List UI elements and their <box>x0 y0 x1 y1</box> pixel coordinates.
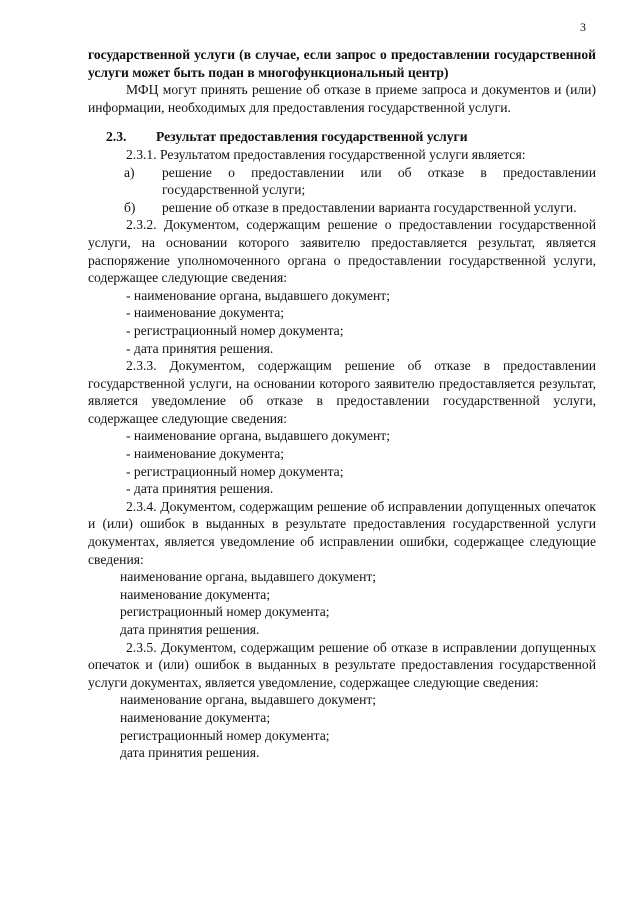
list-item: регистрационный номер документа; <box>120 604 330 620</box>
list-item-label: а) <box>124 164 135 180</box>
list-item: дата принятия решения. <box>120 745 260 761</box>
list-item: наименование документа; <box>120 586 271 602</box>
list-item: - наименование органа, выдавшего документ; <box>126 287 391 303</box>
list-item-text: решение о предоставлении или об отказе в предоставлении государственной услуги; <box>162 164 596 198</box>
list-item: - дата принятия решения. <box>126 481 274 497</box>
list-item: - регистрационный номер документа; <box>126 463 344 479</box>
section-heading <box>88 128 596 146</box>
paragraph-2-3-1: 2.3.1. Результатом предоставления государственной услуги является: <box>126 146 526 162</box>
list-item-label: б) <box>124 199 136 215</box>
section-number: 2.3. <box>106 129 127 145</box>
paragraph-2-3-3: 2.3.3. Документом, содержащим решение об отказе в предоставлении государственной услуги, на основании которого заявителю предоставляется результат, является уведомление об отказе в предоставлении государственной услуги, содержащее следующие сведения: <box>88 358 596 426</box>
list-item: - регистрационный номер документа; <box>126 322 344 338</box>
document-body <box>88 46 596 762</box>
list-item: - наименование документа; <box>126 305 285 321</box>
paragraph-2-3-2: 2.3.2. Документом, содержащим решение о предоставлении государственной услуги, на основании которого заявителю предоставляется результат, является распоряжение уполномоченного органа о предоставлении государственной услуги, содержащее следующие сведения: <box>88 217 596 286</box>
list-item: наименование документа; <box>120 709 271 725</box>
section-title: Результат предоставления государственной услуги <box>156 129 468 145</box>
list-item: наименование органа, выдавшего документ; <box>120 692 377 708</box>
list-item: - дата принятия решения. <box>126 340 274 356</box>
list-item: наименование органа, выдавшего документ; <box>120 569 377 585</box>
list-item: дата принятия решения. <box>120 622 260 637</box>
list-item: регистрационный номер документа; <box>120 727 330 743</box>
page-number: 3 <box>580 20 586 34</box>
intro-bold-paragraph: государственной услуги (в случае, если запрос о предоставлении государственной услуги может быть подан в многофункциональный центр) <box>88 47 596 80</box>
paragraph-2-3-5: 2.3.5. Документом, содержащим решение об отказе в исправлении допущенных опечаток и (или) ошибок в выданных в результате предоставления государственной услуги документах, является уведомление, содержащее следующие сведения: <box>88 639 596 690</box>
list-item <box>88 199 596 217</box>
list-item: - наименование документа; <box>126 446 285 462</box>
list-item <box>88 164 596 199</box>
mfc-paragraph: МФЦ могут принять решение об отказе в приеме запроса и документов и (или) информации, необходимых для предоставления государственной услуги. <box>88 82 596 115</box>
list-item-text: решение об отказе в предоставлении варианта государственной услуги. <box>162 199 577 215</box>
list-item: - наименование органа, выдавшего документ; <box>126 428 391 444</box>
paragraph-2-3-4: 2.3.4. Документом, содержащим решение об исправлении допущенных опечаток и (или) ошибок в выданных в результате предоставления государственной услуги документах, является уведомление об исправлении ошибки, содержащее следующие сведения: <box>88 498 596 567</box>
